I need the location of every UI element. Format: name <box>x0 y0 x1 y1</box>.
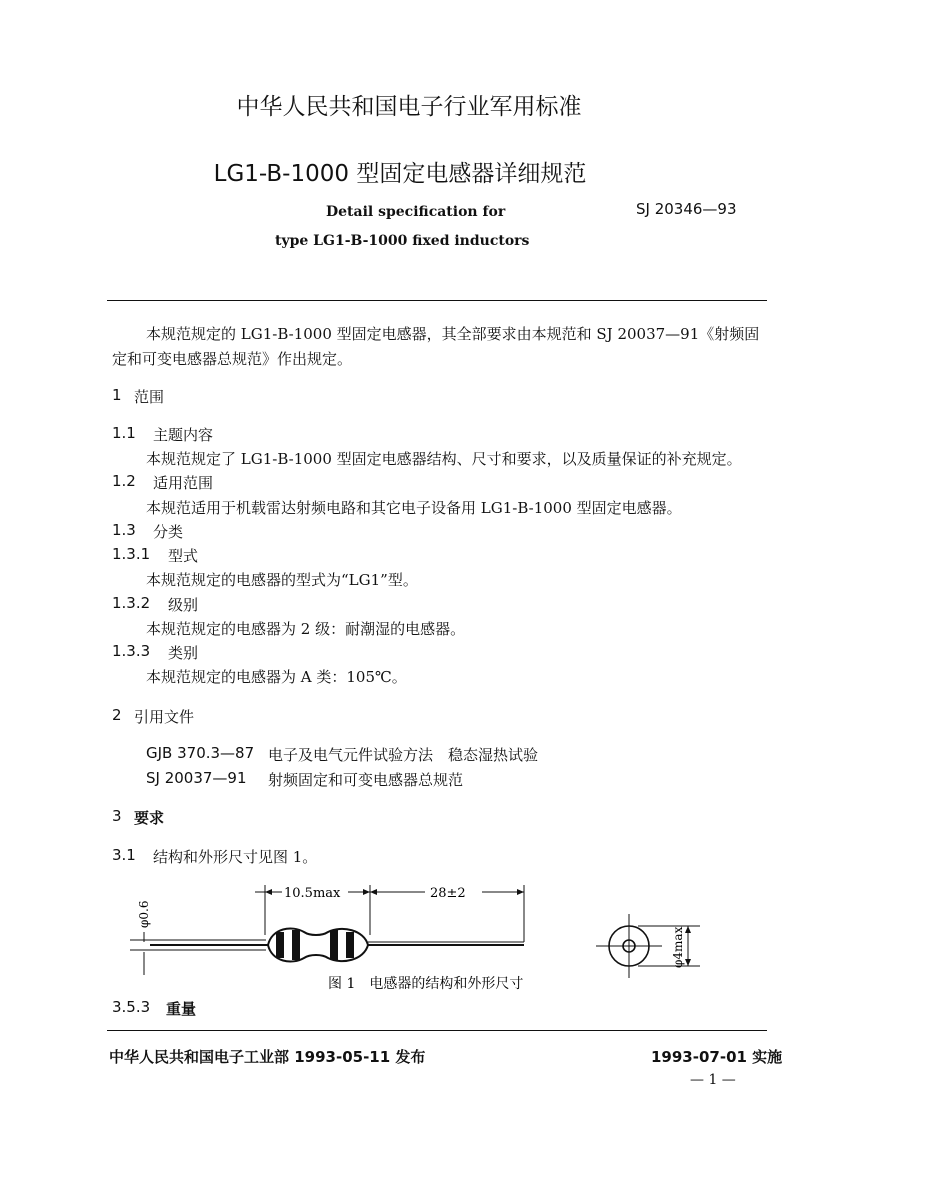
inductor-figure <box>0 870 950 1000</box>
dim-body-diameter-label: φ4max <box>671 926 685 968</box>
dim-arrow <box>685 959 691 966</box>
section-1-1-title: 主题内容 <box>153 426 214 444</box>
dim-arrow <box>265 889 272 895</box>
section-1-3-title: 分类 <box>153 523 184 541</box>
page-number: — 1 — <box>690 1072 736 1088</box>
color-band <box>346 932 354 958</box>
section-2-title: 引用文件 <box>134 708 195 726</box>
dim-wire-diameter-label: φ0.6 <box>137 900 151 928</box>
header-rule <box>107 300 767 301</box>
color-band <box>292 930 300 960</box>
dim-body-length-label: 10.5max <box>284 886 341 901</box>
color-band <box>276 932 284 958</box>
english-title-line2: type LG1-B-1000 fixed inductors <box>275 233 530 249</box>
section-3-number: 3 <box>112 807 122 825</box>
section-1-3-1-title: 型式 <box>168 547 199 565</box>
section-1-3-number: 1.3 <box>112 521 136 539</box>
section-1-2-number: 1.2 <box>112 472 136 490</box>
section-1-2-title: 适用范围 <box>153 474 214 492</box>
english-title-line1: Detail specification for <box>326 204 506 220</box>
dim-arrow <box>685 926 691 933</box>
section-1-1-body: 本规范规定了 LG1-B-1000 型固定电感器结构、尺寸和要求，以及质量保证的补充规定。 <box>146 450 742 468</box>
section-1-3-1-number: 1.3.1 <box>112 545 151 563</box>
section-2-number: 2 <box>112 706 122 724</box>
section-3-1-number: 3.1 <box>112 846 136 864</box>
section-1-3-1-body: 本规范规定的电感器的型式为“LG1”型。 <box>146 571 418 589</box>
color-band <box>330 930 338 960</box>
reference-code: SJ 20037—91 <box>146 769 247 787</box>
dim-arrow <box>517 889 524 895</box>
section-3-5-3-title: 重量 <box>166 1000 197 1018</box>
dim-lead-length-label: 28±2 <box>430 886 466 901</box>
section-1-3-2-body: 本规范规定的电感器为 2 级：耐潮湿的电感器。 <box>146 620 466 638</box>
reference-name: 射频固定和可变电感器总规范 <box>268 771 464 789</box>
intro-line-1: 本规范规定的 LG1-B-1000 型固定电感器，其全部要求由本规范和 SJ 20037—91《射频固 <box>146 325 760 343</box>
section-1-3-2-title: 级别 <box>168 596 199 614</box>
reference-name: 电子及电气元件试验方法 稳态湿热试验 <box>268 746 539 764</box>
section-1-2-body: 本规范适用于机载雷达射频电路和其它电子设备用 LG1-B-1000 型固定电感器。 <box>146 499 682 517</box>
footer-rule <box>107 1030 767 1031</box>
standard-number: SJ 20346—93 <box>636 200 737 218</box>
figure-caption: 图 1 电感器的结构和外形尺寸 <box>328 976 524 992</box>
dim-arrow <box>370 889 377 895</box>
org-title: 中华人民共和国电子行业军用标准 <box>236 94 582 120</box>
dim-arrow <box>363 889 370 895</box>
section-3-5-3-number: 3.5.3 <box>112 998 151 1016</box>
intro-line-2: 定和可变电感器总规范》作出规定。 <box>112 350 353 368</box>
section-1-3-2-number: 1.3.2 <box>112 594 151 612</box>
section-1-3-3-number: 1.3.3 <box>112 642 151 660</box>
section-1-number: 1 <box>112 386 122 404</box>
section-1-3-3-body: 本规范规定的电感器为 A 类：105℃。 <box>146 668 407 686</box>
section-3-title: 要求 <box>134 809 165 827</box>
section-1-title: 范围 <box>134 388 165 406</box>
section-3-1-body: 结构和外形尺寸见图 1。 <box>153 848 318 866</box>
section-1-3-3-title: 类别 <box>168 644 199 662</box>
doc-title: LG1-B-1000 型固定电感器详细规范 <box>213 161 587 187</box>
section-1-1-number: 1.1 <box>112 424 136 442</box>
reference-code: GJB 370.3—87 <box>146 744 255 762</box>
effective-date: 1993-07-01 实施 <box>651 1048 783 1066</box>
issuer-line: 中华人民共和国电子工业部 1993-05-11 发布 <box>109 1048 426 1066</box>
